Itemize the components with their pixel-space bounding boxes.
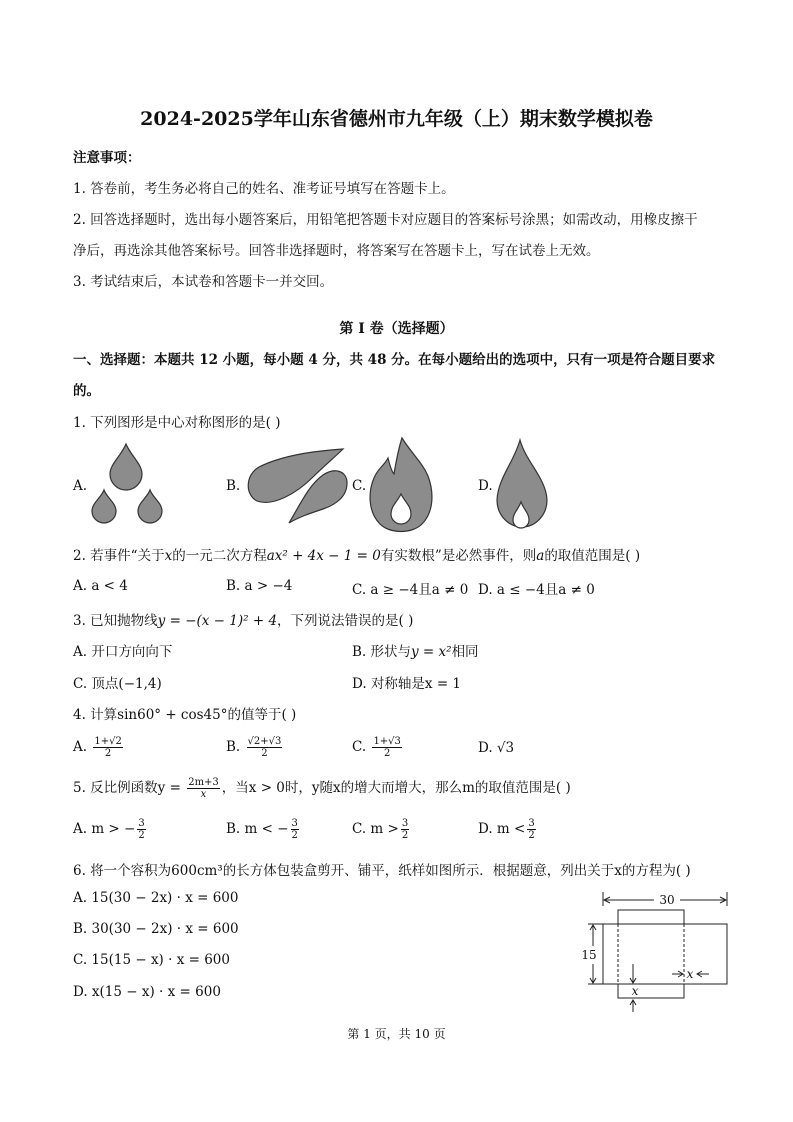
q4-option-c-den: 2 [383,748,391,759]
q1-option-a-label: A. [73,478,88,494]
q5-option-a-fraction [137,818,145,841]
q2-stem-part2: 的一元二次方程 [172,548,267,564]
q5-fraction-num: 2m+3 [188,777,219,788]
notes-item-1: 1. 答卷前，考生务必将自己的姓名、准考证号填写在答题卡上。 [73,181,455,197]
q5-option-c-fraction [401,818,409,841]
notes-item-3: 3. 考试结束后，本试卷和答题卡一并交回。 [73,274,334,290]
q5-stem [73,776,571,800]
q5-option-a-num: 3 [138,818,145,829]
q6-option-a: A. 15(30 − 2x) · x = 600 [73,890,239,906]
q1-figure-b [243,445,349,527]
q5-option-b-num: 3 [291,818,298,829]
q2-stem-part4: 的取值范围是( ) [544,548,641,564]
q5-fraction [187,777,220,800]
q6-option-b: B. 30(30 − 2x) · x = 600 [73,921,239,937]
q4-option-c-num: 1+√3 [373,736,401,747]
part1-title: 第 I 卷（选择题） [339,321,454,337]
q3-option-b-part2: 相同 [451,644,479,660]
q4-option-a-den: 2 [104,748,112,759]
q5-option-c [352,818,411,841]
q3-option-c: C. 顶点(−1,4) [73,676,162,692]
q4-stem: 4. 计算sin60° + cos45°的值等于( ) [73,707,297,723]
q1-stem: 1. 下列图形是中心对称图形的是( ) [73,415,281,431]
q5-stem-part1: 5. 反比例函数y = [73,780,181,796]
q2-stem [73,544,640,564]
q2-stem-part3: 有实数根”是必然事件，则 [380,548,537,564]
q1-option-d-label: D. [478,478,493,494]
q2-stem-part1: 2. 若事件“关于 [73,548,165,564]
q3-option-d: D. 对称轴是x = 1 [352,676,462,692]
q5-option-d-num: 3 [528,818,535,829]
q5-option-d-den: 2 [528,830,535,841]
q4-option-b [226,736,284,759]
q5-option-a [73,818,148,841]
q1-option-b-label: B. [226,478,241,494]
q4-option-c-label: C. [352,739,367,755]
q5-option-b-fraction [291,818,299,841]
q5-option-a-text: A. m > − [73,821,136,837]
q5-option-b-den: 2 [291,830,298,841]
q4-option-a [73,736,125,759]
q4-option-b-label: B. [226,739,241,755]
q1-option-c-label: C. [352,478,367,494]
notes-heading: 注意事项： [73,150,141,166]
q2-option-a: A. a < 4 [73,578,128,594]
q5-stem-part2: ，当x > 0时，y随x的增大而增大，那么m的取值范围是( ) [221,780,571,796]
q4-option-c [352,736,404,759]
q6-label-15: 15 [581,948,597,962]
section-instructions: 一、选择题：本题共 12 小题，每小题 4 分，共 48 分。在每小题给出的选项中，只有一项是符合题目要求 [73,352,716,368]
q5-option-c-den: 2 [401,830,409,841]
q2-option-c: C. a ≥ −4且a ≠ 0 [352,582,469,598]
q2-option-d: D. a ≤ −4且a ≠ 0 [478,582,595,598]
q5-option-d-text: D. m < [478,821,526,837]
page-title: 2024-2025学年山东省德州市九年级（上）期末数学模拟卷 [140,108,653,130]
q6-option-c: C. 15(15 − x) · x = 600 [73,952,230,968]
q3-stem [73,609,413,629]
q2-var-x: x [164,548,173,564]
q6-label-x-right: x [686,967,694,981]
q5-option-c-num: 3 [401,818,409,829]
q5-option-d [478,818,538,841]
q1-figure-c [368,436,434,534]
q5-fraction-den: x [200,789,207,800]
q4-option-b-fraction [247,736,283,759]
q2-option-b: B. a > −4 [226,578,293,594]
q5-option-b [226,818,301,841]
q6-option-d: D. x(15 − x) · x = 600 [73,984,221,1000]
q6-stem: 6. 将一个容积为600cm³的长方体包装盒剪开、铺平，纸样如图所示．根据题意，列出关于x的方程为( ) [73,863,691,879]
q4-option-d: D. √3 [478,740,515,756]
q3-option-b-part1: B. 形状与 [352,644,412,660]
q1-figure-d [494,438,550,534]
q4-option-a-label: A. [73,739,88,755]
q3-option-a: A. 开口方向向下 [73,644,173,660]
q5-option-a-den: 2 [138,830,145,841]
notes-item-2: 2. 回答选择题时，选出每小题答案后，用铅笔把答题卡对应题目的答案标号涂黑；如需改动，用橡皮擦干 [73,212,698,228]
q3-stem-part2: ，下列说法错误的是( ) [277,613,414,629]
q6-label-x-bottom: x [631,984,639,998]
q6-net-diagram [576,888,736,1016]
q2-equation: ax² + 4x − 1 = 0 [266,548,381,564]
page-footer: 第 1 页，共 10 页 [347,1027,446,1041]
q1-figure-a [88,440,168,530]
q4-option-a-fraction [93,736,122,759]
q4-option-b-num: √2+√3 [247,736,282,747]
q4-option-b-den: 2 [261,748,268,759]
q5-option-b-text: B. m < − [226,821,289,837]
q6-label-30: 30 [659,893,675,907]
q5-option-d-fraction [527,818,535,841]
q4-option-c-fraction [372,736,401,759]
notes-item-2-cont: 净后，再选涂其他答案标号。回答非选择题时，将答案写在答题卡上，写在试卷上无效。 [73,243,600,259]
section-instructions-cont: 的。 [73,383,100,399]
q3-equation: y = −(x − 1)² + 4 [157,613,278,629]
q4-option-a-num: 1+√2 [94,736,122,747]
q3-option-b [352,640,479,660]
q2-var-a: a [536,548,545,564]
q3-option-b-eq: y = x² [411,644,452,660]
q3-stem-part1: 3. 已知抛物线 [73,613,158,629]
q5-option-c-text: C. m > [352,821,399,837]
